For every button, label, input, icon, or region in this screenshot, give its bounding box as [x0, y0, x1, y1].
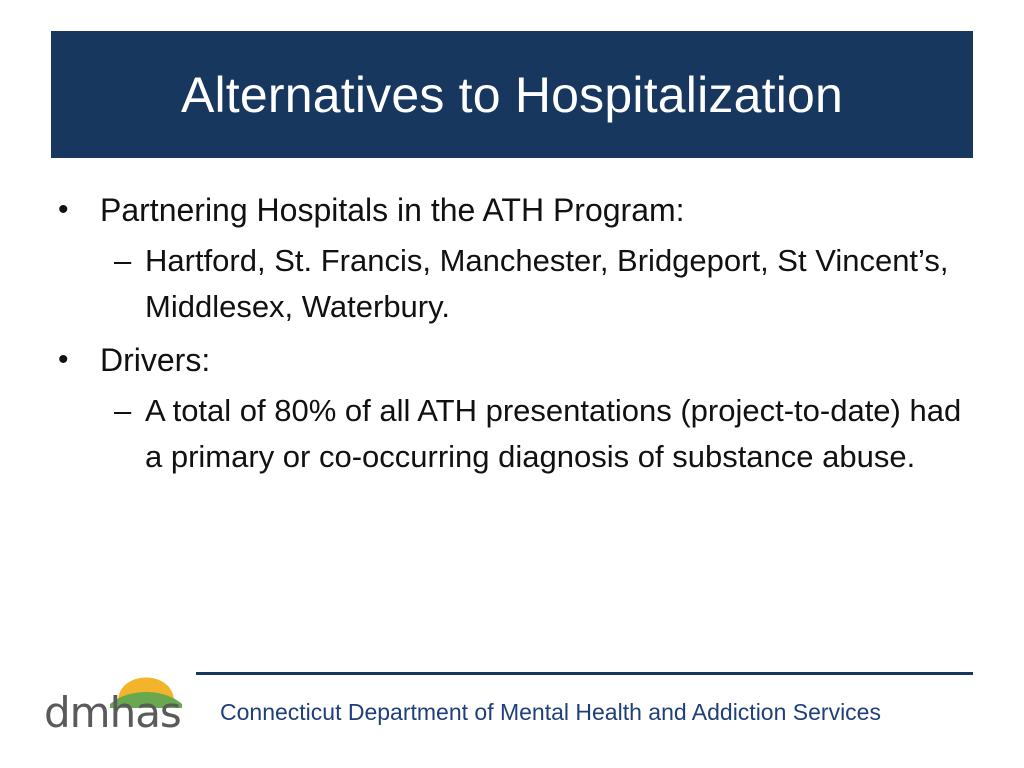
- bullet-marker: •: [58, 343, 69, 376]
- slide-title: Alternatives to Hospitalization: [180, 66, 844, 123]
- slide-content: [58, 186, 978, 486]
- sub-bullet-text: Hartford, St. Francis, Manchester, Bridgeport, St Vincent’s, Middlesex, Waterbury.: [145, 243, 949, 324]
- dmhas-logo: [44, 658, 184, 744]
- title-bar: [51, 31, 973, 158]
- bullet-marker: •: [58, 193, 69, 226]
- sub-bullet-marker: –: [114, 393, 132, 428]
- organization-name: Connecticut Department of Mental Health and Addiction Services: [220, 699, 881, 725]
- bullet-text: Partnering Hospitals in the ATH Program:: [100, 192, 685, 228]
- logo-wordmark: dmhas: [44, 688, 181, 737]
- bullet-item: [58, 186, 978, 234]
- sub-bullet-item: [58, 238, 978, 330]
- sub-bullet-item: [58, 388, 978, 480]
- sub-bullet-text: A total of 80% of all ATH presentations (project-to-date) had a primary or co-occurring diagnosis of substance abuse.: [145, 393, 962, 474]
- bullet-text: Drivers:: [100, 342, 211, 378]
- sub-bullet-marker: –: [114, 243, 132, 278]
- bullet-item: [58, 336, 978, 384]
- footer-divider: [196, 672, 973, 675]
